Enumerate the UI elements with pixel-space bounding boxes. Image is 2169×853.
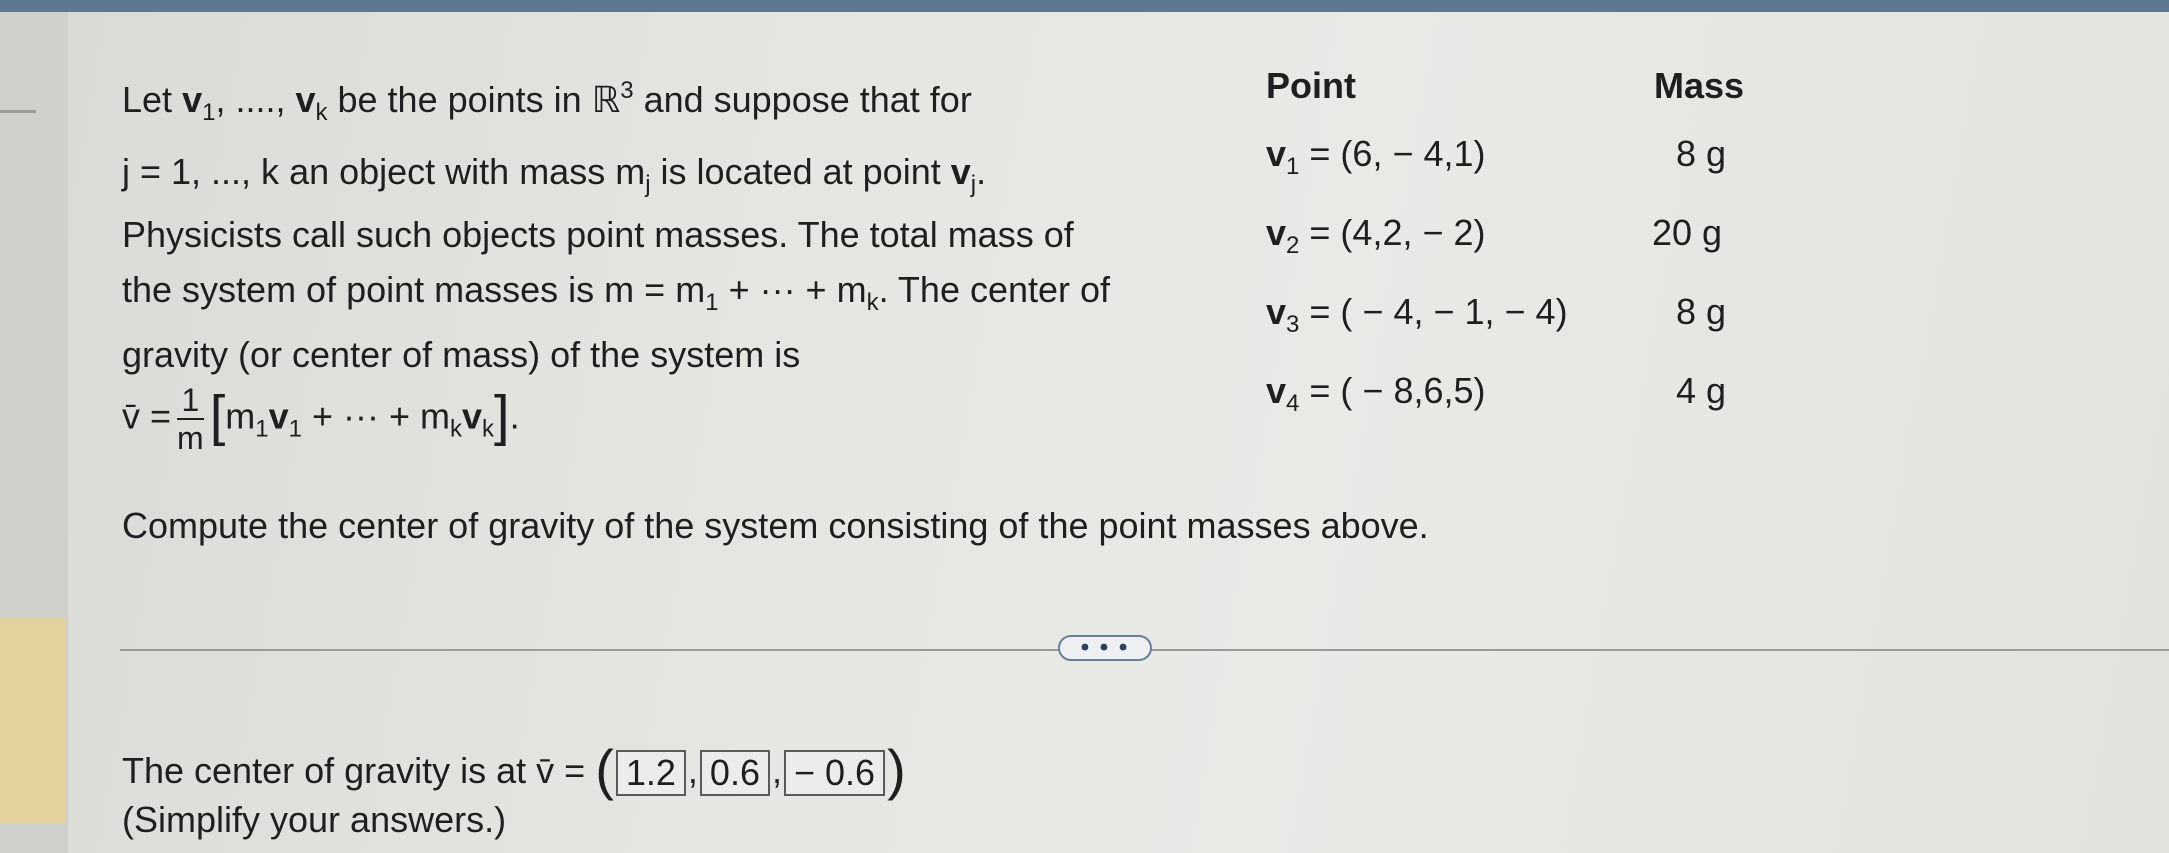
answer-z-field[interactable]: − 0.6: [784, 750, 885, 796]
answer-marker-strip: [0, 618, 66, 823]
intro-line-3: Physicists call such objects point masses. The total mass of: [122, 214, 1074, 255]
table-row-mass: 20 g: [1652, 212, 1723, 253]
question-panel: [0, 12, 2169, 853]
intro-line-4: the system of point masses is $m = m_1$ + ··· + $m_k$. The center of: [122, 269, 1111, 316]
table-header-point: Point: [1266, 65, 1356, 106]
answer-note: (Simplify your answers.): [122, 799, 507, 840]
intro-line-5: gravity (or center of mass) of the system is: [122, 334, 801, 375]
table-row-point: $v_1 = (6$, − 4,1): [1266, 133, 1486, 180]
table-row-point: $v_3$ = ( − 4, − 1, − 4): [1266, 291, 1568, 338]
answer-line: The center of gravity is at v̄ = ( 1.2 , 0.6 , − 0.6 ): [122, 738, 906, 801]
answer-x-field[interactable]: 1.2: [616, 750, 686, 796]
table-row-point: $v_2 = (4,2$, − 2): [1266, 212, 1486, 259]
center-of-gravity-formula: v̄ = $\frac{1}{m}$ [$m_1v_1$ + ··· + $m_kv_k$].: [122, 382, 520, 456]
answer-y-field[interactable]: 0.6: [700, 750, 770, 796]
table-row-mass: 4 g: [1676, 370, 1727, 411]
table-header-mass: Mass: [1654, 65, 1745, 106]
table-row-point: $v_4$ = ( − 8,6,5): [1266, 370, 1486, 417]
question-prompt: Compute the center of gravity of the system consisting of the point masses above.: [122, 505, 1429, 546]
intro-line-1: Let $v_1$, ...., $v_k$ be the points in ℝ$^3$ and suppose that for: [122, 77, 972, 126]
table-row-mass: 8 g: [1676, 291, 1727, 332]
table-row-mass: 8 g: [1676, 133, 1727, 174]
intro-line-2: j = 1, ..., k an object with mass $m_j$ is located at point $v_j$.: [122, 151, 987, 198]
collapse-arrow-icon[interactable]: [0, 110, 36, 113]
left-gutter: [0, 12, 68, 853]
formula-fraction: $\frac{1}{m}$: [177, 382, 204, 456]
expand-more-button[interactable]: • • •: [1058, 635, 1152, 661]
